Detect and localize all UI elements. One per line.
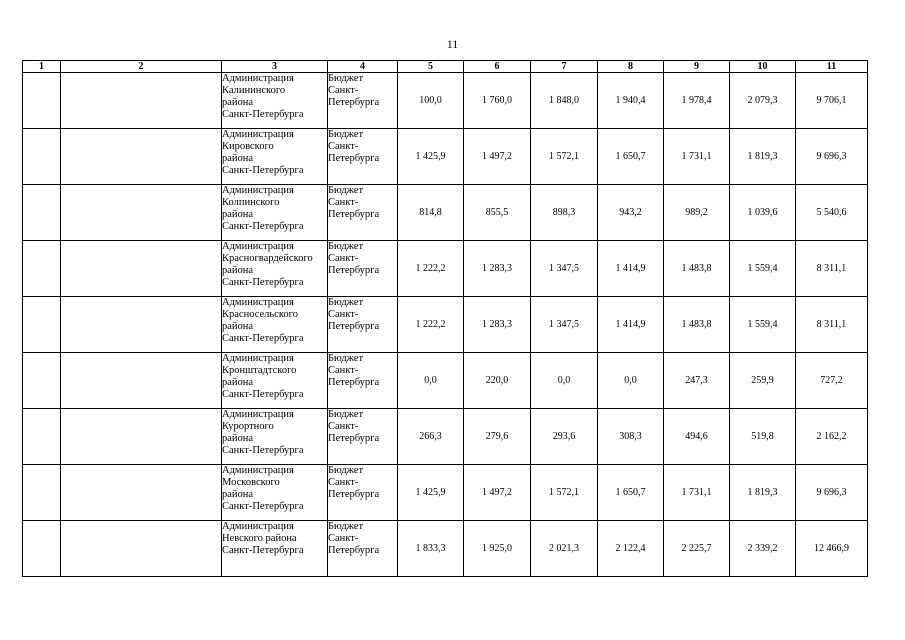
column-header-8: 8 [598,61,664,73]
funding-source-line: Петербурга [328,265,380,276]
value-cell-col11: 9 696,3 [796,465,868,521]
value-cell-col11: 8 311,1 [796,297,868,353]
funding-source-line: Бюджет [328,73,364,84]
value-cell-col8: 0,0 [598,353,664,409]
value-cell-col9: 1 978,4 [664,73,730,129]
value-cell-col10: 519,8 [730,409,796,465]
value-cell-col5: 100,0 [398,73,464,129]
funding-source-line: Бюджет [328,521,364,532]
value-cell-col9: 989,2 [664,185,730,241]
organization-line: Санкт-Петербурга [222,389,304,400]
funding-source-line: Санкт- [328,365,359,376]
empty-cell-col1 [23,185,61,241]
value-cell-col8: 1 414,9 [598,297,664,353]
value-cell-col7: 0,0 [531,353,598,409]
column-header-11: 11 [796,61,868,73]
organization-line: Красногвардейского [222,253,313,264]
value-cell-col5: 266,3 [398,409,464,465]
value-cell-col10: 1 819,3 [730,129,796,185]
value-cell-col6: 1 925,0 [464,521,531,577]
funding-source-cell [328,465,398,521]
value-cell-col5: 1 222,2 [398,297,464,353]
value-cell-col9: 1 483,8 [664,297,730,353]
organization-line: Администрация [222,353,294,364]
funding-source-line: Санкт- [328,141,359,152]
value-cell-col8: 2 122,4 [598,521,664,577]
value-cell-col8: 1 414,9 [598,241,664,297]
funding-source-line: Бюджет [328,129,364,140]
value-cell-col7: 1 848,0 [531,73,598,129]
funding-source-line: Бюджет [328,409,364,420]
table-row [23,297,868,353]
organization-line: района [222,153,254,164]
funding-source-cell [328,409,398,465]
organization-line: района [222,209,254,220]
empty-cell-col2 [61,185,222,241]
funding-source-line: Петербурга [328,97,380,108]
funding-source-cell [328,297,398,353]
value-cell-col8: 1 940,4 [598,73,664,129]
table-row [23,353,868,409]
table-row [23,409,868,465]
empty-cell-col1 [23,465,61,521]
organization-line: Кировского [222,141,274,152]
organization-cell [222,353,328,409]
funding-source-cell [328,521,398,577]
value-cell-col8: 308,3 [598,409,664,465]
funding-source-line: Петербурга [328,377,380,388]
value-cell-col5: 0,0 [398,353,464,409]
organization-line: Красносельского [222,309,298,320]
value-cell-col6: 1 760,0 [464,73,531,129]
value-cell-col5: 1 222,2 [398,241,464,297]
funding-source-cell [328,353,398,409]
value-cell-col6: 855,5 [464,185,531,241]
value-cell-col11: 9 696,3 [796,129,868,185]
funding-source-line: Петербурга [328,545,380,556]
organization-cell [222,241,328,297]
empty-cell-col2 [61,353,222,409]
page-number: 11 [446,37,459,51]
value-cell-col10: 1 819,3 [730,465,796,521]
organization-line: Санкт-Петербурга [222,109,304,120]
column-header-9: 9 [664,61,730,73]
value-cell-col9: 494,6 [664,409,730,465]
table-row [23,521,868,577]
table-body [23,73,868,577]
funding-source-line: Петербурга [328,321,380,332]
organization-line: района [222,377,254,388]
organization-line: Санкт-Петербурга [222,501,304,512]
budget-table [22,60,868,577]
empty-cell-col1 [23,241,61,297]
organization-line: района [222,489,254,500]
empty-cell-col2 [61,73,222,129]
empty-cell-col1 [23,521,61,577]
table-row [23,465,868,521]
funding-source-line: Санкт- [328,309,359,320]
value-cell-col7: 2 021,3 [531,521,598,577]
value-cell-col10: 1 559,4 [730,297,796,353]
organization-line: Санкт-Петербурга [222,545,304,556]
organization-line: Администрация [222,241,294,252]
organization-cell [222,465,328,521]
table-row [23,129,868,185]
organization-line: Администрация [222,465,294,476]
organization-line: Кронштадтского [222,365,297,376]
table-row [23,241,868,297]
funding-source-line: Санкт- [328,253,359,264]
value-cell-col10: 2 079,3 [730,73,796,129]
column-header-5: 5 [398,61,464,73]
column-header-1: 1 [23,61,61,73]
value-cell-col9: 1 731,1 [664,465,730,521]
funding-source-line: Бюджет [328,297,364,308]
value-cell-col6: 220,0 [464,353,531,409]
column-header-4: 4 [328,61,398,73]
value-cell-col8: 1 650,7 [598,129,664,185]
value-cell-col7: 1 572,1 [531,129,598,185]
organization-line: Администрация [222,185,294,196]
organization-line: Санкт-Петербурга [222,277,304,288]
value-cell-col11: 8 311,1 [796,241,868,297]
value-cell-col5: 814,8 [398,185,464,241]
empty-cell-col1 [23,129,61,185]
funding-source-cell [328,185,398,241]
value-cell-col9: 247,3 [664,353,730,409]
empty-cell-col1 [23,73,61,129]
column-header-3: 3 [222,61,328,73]
funding-source-line: Бюджет [328,241,364,252]
value-cell-col9: 2 225,7 [664,521,730,577]
empty-cell-col2 [61,241,222,297]
organization-line: Санкт-Петербурга [222,333,304,344]
organization-line: Невского района [222,533,297,544]
organization-cell [222,129,328,185]
empty-cell-col2 [61,521,222,577]
organization-line: Администрация [222,297,294,308]
value-cell-col7: 898,3 [531,185,598,241]
value-cell-col7: 1 347,5 [531,241,598,297]
value-cell-col7: 1 347,5 [531,297,598,353]
funding-source-cell [328,73,398,129]
organization-line: Курортного [222,421,274,432]
organization-line: района [222,97,254,108]
value-cell-col6: 1 497,2 [464,465,531,521]
value-cell-col11: 9 706,1 [796,73,868,129]
value-cell-col8: 943,2 [598,185,664,241]
funding-source-line: Санкт- [328,533,359,544]
organization-line: района [222,321,254,332]
funding-source-line: Санкт- [328,197,359,208]
value-cell-col11: 5 540,6 [796,185,868,241]
organization-line: Администрация [222,521,294,532]
empty-cell-col1 [23,297,61,353]
organization-line: Санкт-Петербурга [222,221,304,232]
organization-line: района [222,265,254,276]
table-row [23,185,868,241]
organization-line: Московского [222,477,280,488]
value-cell-col10: 259,9 [730,353,796,409]
organization-line: Санкт-Петербурга [222,445,304,456]
organization-line: Администрация [222,129,294,140]
funding-source-line: Петербурга [328,433,380,444]
value-cell-col10: 1 039,6 [730,185,796,241]
funding-source-cell [328,241,398,297]
funding-source-line: Бюджет [328,465,364,476]
value-cell-col7: 293,6 [531,409,598,465]
funding-source-line: Петербурга [328,209,380,220]
funding-source-line: Санкт- [328,477,359,488]
column-header-7: 7 [531,61,598,73]
empty-cell-col2 [61,409,222,465]
value-cell-col11: 727,2 [796,353,868,409]
funding-source-cell [328,129,398,185]
organization-line: Санкт-Петербурга [222,165,304,176]
value-cell-col11: 2 162,2 [796,409,868,465]
value-cell-col6: 1 283,3 [464,241,531,297]
value-cell-col9: 1 483,8 [664,241,730,297]
value-cell-col5: 1 833,3 [398,521,464,577]
value-cell-col5: 1 425,9 [398,129,464,185]
value-cell-col7: 1 572,1 [531,465,598,521]
organization-cell [222,185,328,241]
table-row [23,73,868,129]
funding-source-line: Санкт- [328,421,359,432]
organization-cell [222,409,328,465]
value-cell-col11: 12 466,9 [796,521,868,577]
column-header-10: 10 [730,61,796,73]
value-cell-col5: 1 425,9 [398,465,464,521]
organization-line: района [222,433,254,444]
funding-source-line: Бюджет [328,185,364,196]
organization-cell [222,521,328,577]
column-header-2: 2 [61,61,222,73]
funding-source-line: Бюджет [328,353,364,364]
column-header-6: 6 [464,61,531,73]
value-cell-col8: 1 650,7 [598,465,664,521]
value-cell-col10: 2 339,2 [730,521,796,577]
value-cell-col9: 1 731,1 [664,129,730,185]
empty-cell-col1 [23,353,61,409]
organization-line: Администрация [222,409,294,420]
empty-cell-col2 [61,465,222,521]
value-cell-col10: 1 559,4 [730,241,796,297]
organization-cell [222,73,328,129]
organization-line: Колпинского [222,197,280,208]
empty-cell-col2 [61,129,222,185]
empty-cell-col2 [61,297,222,353]
organization-cell [222,297,328,353]
value-cell-col6: 1 497,2 [464,129,531,185]
value-cell-col6: 279,6 [464,409,531,465]
funding-source-line: Петербурга [328,489,380,500]
value-cell-col6: 1 283,3 [464,297,531,353]
table-header-row [23,61,868,73]
organization-line: Калининского [222,85,286,96]
funding-source-line: Санкт- [328,85,359,96]
empty-cell-col1 [23,409,61,465]
organization-line: Администрация [222,73,294,84]
funding-source-line: Петербурга [328,153,380,164]
